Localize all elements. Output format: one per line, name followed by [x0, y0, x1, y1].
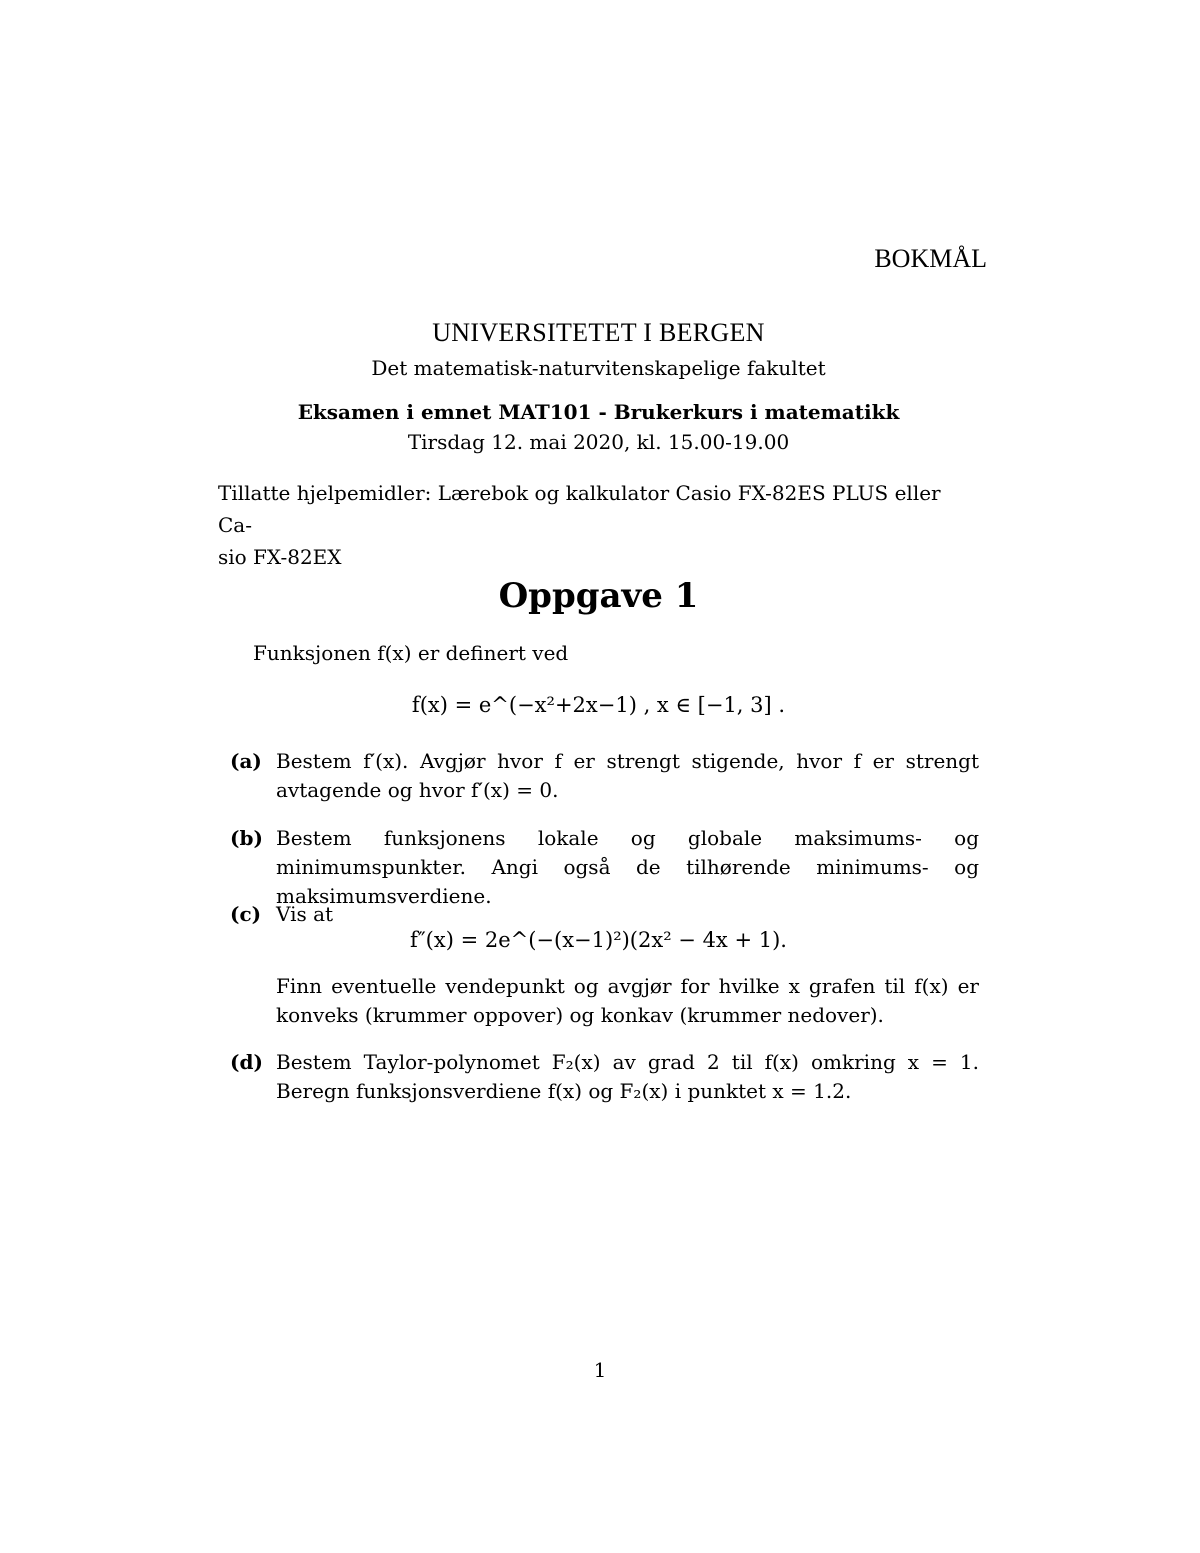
university-name: UNIVERSITETET I BERGEN: [432, 318, 765, 347]
problem-heading: Oppgave 1: [498, 576, 699, 616]
function-definition: f(x) = e^(−x²+2x−1) , x ∈ [−1, 3] .: [411, 693, 786, 717]
exam-title: Eksamen i emnet MAT101 - Brukerkurs i matematikk: [297, 400, 900, 424]
exam-date: Tirsdag 12. mai 2020, kl. 15.00-19.00: [407, 430, 790, 454]
part-a: [230, 747, 979, 805]
allowed-aids: [218, 477, 979, 573]
part-c-label: (c): [230, 902, 262, 926]
part-b-text: Bestem funksjonens lokale og globale maksimums- og minimumspunkter. Angi også de tilhørende minimums- og maksimumsverdiene.: [276, 826, 979, 908]
part-d: [230, 1048, 979, 1106]
part-c: [230, 900, 979, 929]
part-c-text: Finn eventuelle vendepunkt og avgjør for hvilke x grafen til f(x) er konveks (krummer oppover) og konkav (krummer nedover).: [276, 974, 979, 1027]
problem-intro: Funksjonen f(x) er definert ved: [253, 641, 569, 665]
part-c-intro: Vis at: [276, 902, 334, 926]
allowed-aids-line-1: Tillatte hjelpemidler: Lærebok og kalkulator Casio FX-82ES PLUS eller Ca-: [218, 481, 941, 537]
part-b: [230, 824, 979, 911]
part-d-label: (d): [230, 1050, 263, 1074]
part-c-continued: [230, 972, 979, 1030]
faculty-name: Det matematisk-naturvitenskapelige fakultet: [371, 356, 826, 380]
part-b-label: (b): [230, 826, 263, 850]
part-d-text: Bestem Taylor-polynomet F₂(x) av grad 2 til f(x) omkring x = 1. Beregn funksjonsverdiene f(x) og F₂(x) i punktet x = 1.2.: [276, 1050, 979, 1103]
page-number: 1: [593, 1358, 607, 1382]
part-a-label: (a): [230, 749, 262, 773]
language-label: BOKMÅL: [874, 244, 987, 273]
allowed-aids-line-2: sio FX-82EX: [218, 545, 342, 569]
second-derivative-equation: f″(x) = 2e^(−(x−1)²)(2x² − 4x + 1).: [410, 928, 787, 952]
part-a-text: Bestem f′(x). Avgjør hvor f er strengt stigende, hvor f er strengt avtagende og hvor f′(x) = 0.: [276, 749, 979, 802]
